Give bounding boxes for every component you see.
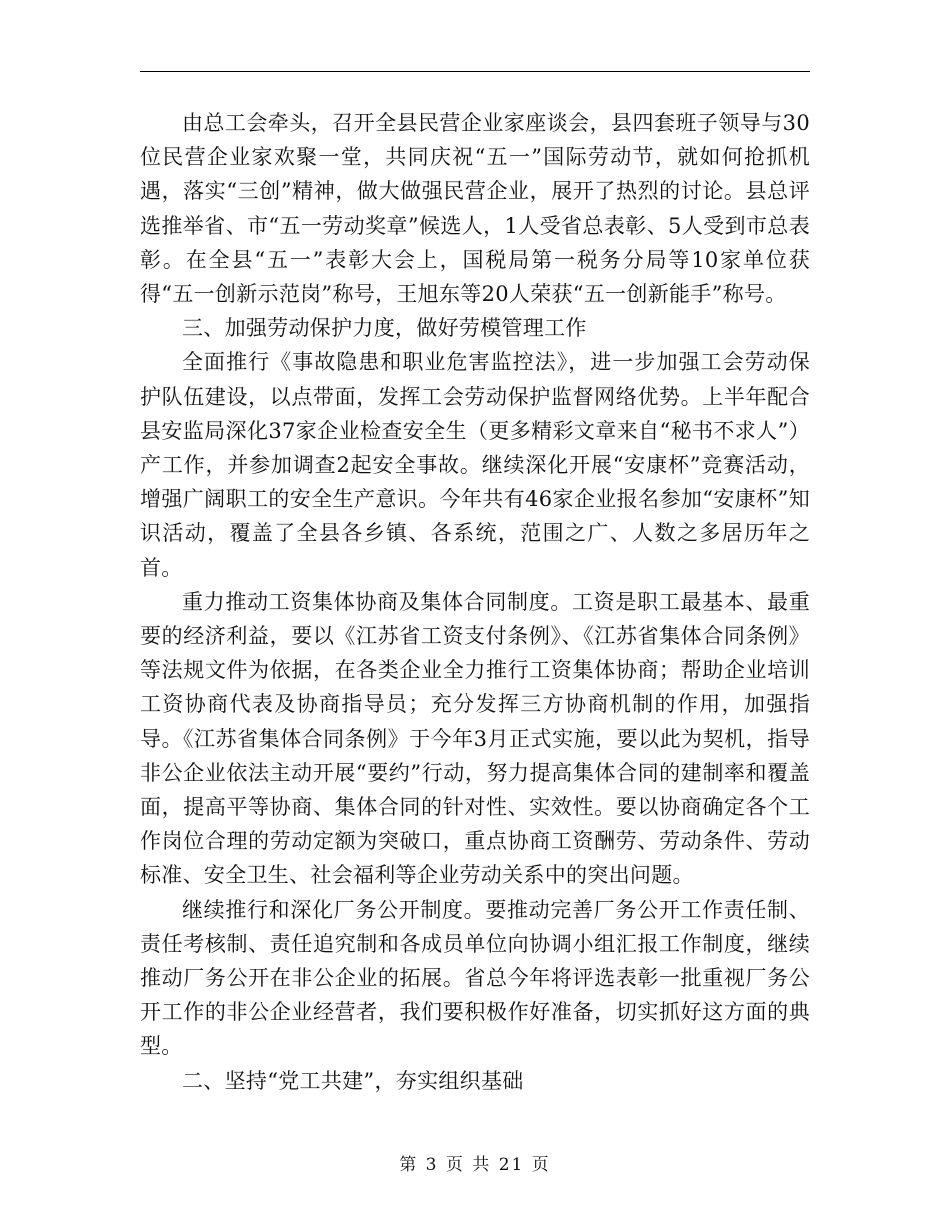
paragraph-collective-bargaining: 重力推动工资集体协商及集体合同制度。工资是职工最基本、最重要的经济利益，要以《江苏省工资支付条例》、《江苏省集体合同条例》等法规文件为依据，在各类企业全力推行工资集体协商；帮助企业培训工资协商代表及协商指导员；充分发挥三方协商机制的作用，加强指导。《江苏省集体合同条例》于今年3月正式实施，要以此为契机，指导非公企业依法主动开展“要约”行动，努力提高集体合同的建制率和覆盖面，提高平等协商、集体合同的针对性、实效性。要以协商确定各个工作岗位合理的劳动定额为突破口，重点协商工资酬劳、劳动条件、劳动标准、安全卫生、社会福利等企业劳动关系中的突出问题。 [140,589,810,888]
section-heading-party-union: 二、坚持“党工共建”，夯实组织基础 [182,1068,524,1093]
paragraph-safety-monitoring: 全面推行《事故隐患和职业危害监控法》，进一步加强工会劳动保护队伍建设，以点带面，发挥工会劳动保护监督网络优势。上半年配合县安监局深化37家企业检查安全生（更多精彩文章来自“秘书不求人”）产工作，并参加调查2起安全事故。继续深化开展“安康杯”竞赛活动，增强广阔职工的安全生产意识。今年共有46家企业报名参加“安康杯”知识活动，覆盖了全县各乡镇、各系统，范围之广、人数之多居历年之首。 [140,350,810,580]
paragraph-factory-affairs-disclosure: 继续推行和深化厂务公开制度。要推动完善厂务公开工作责任制、责任考核制、责任追究制和各成员单位向协调小组汇报工作制度，继续推动厂务公开在非公企业的拓展。省总今年将评选表彰一批重视厂务公开工作的非公企业经营者，我们要积极作好准备，切实抓好这方面的典型。 [140,897,810,1059]
page-footer: 第 3 页 共 21 页 [399,1155,551,1175]
section-heading-labor-protection: 三、加强劳动保护力度，做好劳模管理工作 [182,316,587,341]
paragraph-award-activities: 由总工会牵头，召开全县民营企业家座谈会，县四套班子领导与30位民营企业家欢聚一堂，共同庆祝“五一”国际劳动节，就如何抢抓机遇，落实“三创”精神，做大做强民营企业，展开了热烈的讨论。县总评选推举省、市“五一劳动奖章”候选人，1人受省总表彰、5人受到市总表彰。在全县“五一”表彰大会上，国税局第一税务分局等10家单位获得“五一创新示范岗”称号，王旭东等20人荣获“五一创新能手”称号。 [140,111,810,307]
header-rule [140,71,810,72]
body-text [140,106,810,1098]
